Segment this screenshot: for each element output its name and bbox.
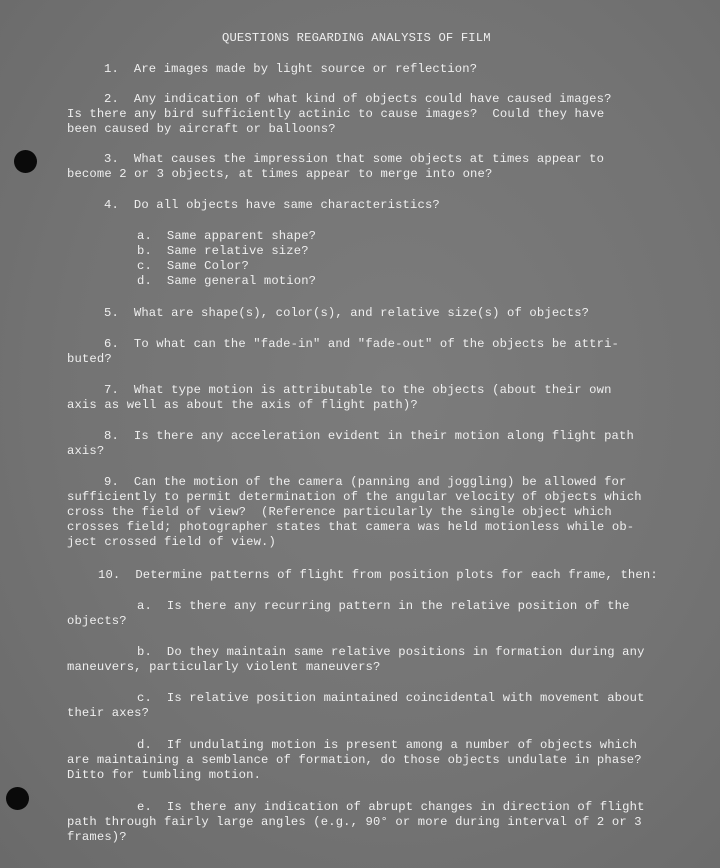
question-3-cont: become 2 or 3 objects, at times appear to merge into one? bbox=[67, 167, 493, 181]
question-10-e-cont: frames)? bbox=[67, 830, 127, 844]
question-2-cont: Is there any bird sufficiently actinic to cause images? Could they have bbox=[67, 107, 605, 121]
question-4-a: a. Same apparent shape? bbox=[137, 229, 317, 243]
question-10-a: a. Is there any recurring pattern in the relative position of the bbox=[137, 599, 630, 613]
question-7-cont: axis as well as about the axis of flight path)? bbox=[67, 398, 418, 412]
question-10-c: c. Is relative position maintained coincidental with movement about bbox=[137, 691, 645, 705]
question-6-cont: buted? bbox=[67, 352, 112, 366]
question-4: 4. Do all objects have same characteristics? bbox=[104, 198, 440, 212]
question-10-a-cont: objects? bbox=[67, 614, 127, 628]
question-8-cont: axis? bbox=[67, 444, 105, 458]
document-title: QUESTIONS REGARDING ANALYSIS OF FILM bbox=[222, 31, 491, 45]
question-9-cont: sufficiently to permit determination of the angular velocity of objects which bbox=[67, 490, 642, 504]
question-10-d-cont: Ditto for tumbling motion. bbox=[67, 768, 262, 782]
question-9-cont: ject crossed field of view.) bbox=[67, 535, 276, 549]
question-6: 6. To what can the "fade-in" and "fade-out" of the objects be attri- bbox=[104, 337, 619, 351]
question-3: 3. What causes the impression that some objects at times appear to bbox=[104, 152, 605, 166]
question-9-cont: cross the field of view? (Reference particularly the single object which bbox=[67, 505, 612, 519]
question-8: 8. Is there any acceleration evident in their motion along flight path bbox=[104, 429, 634, 443]
question-7: 7. What type motion is attributable to the objects (about their own bbox=[104, 383, 612, 397]
question-10-d-cont: are maintaining a semblance of formation, do those objects undulate in phase? bbox=[67, 753, 642, 767]
question-1: 1. Are images made by light source or reflection? bbox=[104, 62, 478, 76]
question-10-b-cont: maneuvers, particularly violent maneuvers? bbox=[67, 660, 381, 674]
question-9: 9. Can the motion of the camera (panning and joggling) be allowed for bbox=[104, 475, 627, 489]
question-10: 10. Determine patterns of flight from position plots for each frame, then: bbox=[98, 568, 658, 582]
question-9-cont: crosses field; photographer states that camera was held motionless while ob- bbox=[67, 520, 635, 534]
question-10-d: d. If undulating motion is present among a number of objects which bbox=[137, 738, 638, 752]
question-4-d: d. Same general motion? bbox=[137, 274, 317, 288]
question-10-c-cont: their axes? bbox=[67, 706, 150, 720]
question-4-c: c. Same Color? bbox=[137, 259, 249, 273]
question-5: 5. What are shape(s), color(s), and relative size(s) of objects? bbox=[104, 306, 590, 320]
question-2-cont: been caused by aircraft or balloons? bbox=[67, 122, 336, 136]
question-4-b: b. Same relative size? bbox=[137, 244, 309, 258]
question-2: 2. Any indication of what kind of objects could have caused images? bbox=[104, 92, 612, 106]
question-10-b: b. Do they maintain same relative positions in formation during any bbox=[137, 645, 645, 659]
question-10-e-cont: path through fairly large angles (e.g., 90° or more during interval of 2 or 3 bbox=[67, 815, 642, 829]
question-10-e: e. Is there any indication of abrupt changes in direction of flight bbox=[137, 800, 645, 814]
